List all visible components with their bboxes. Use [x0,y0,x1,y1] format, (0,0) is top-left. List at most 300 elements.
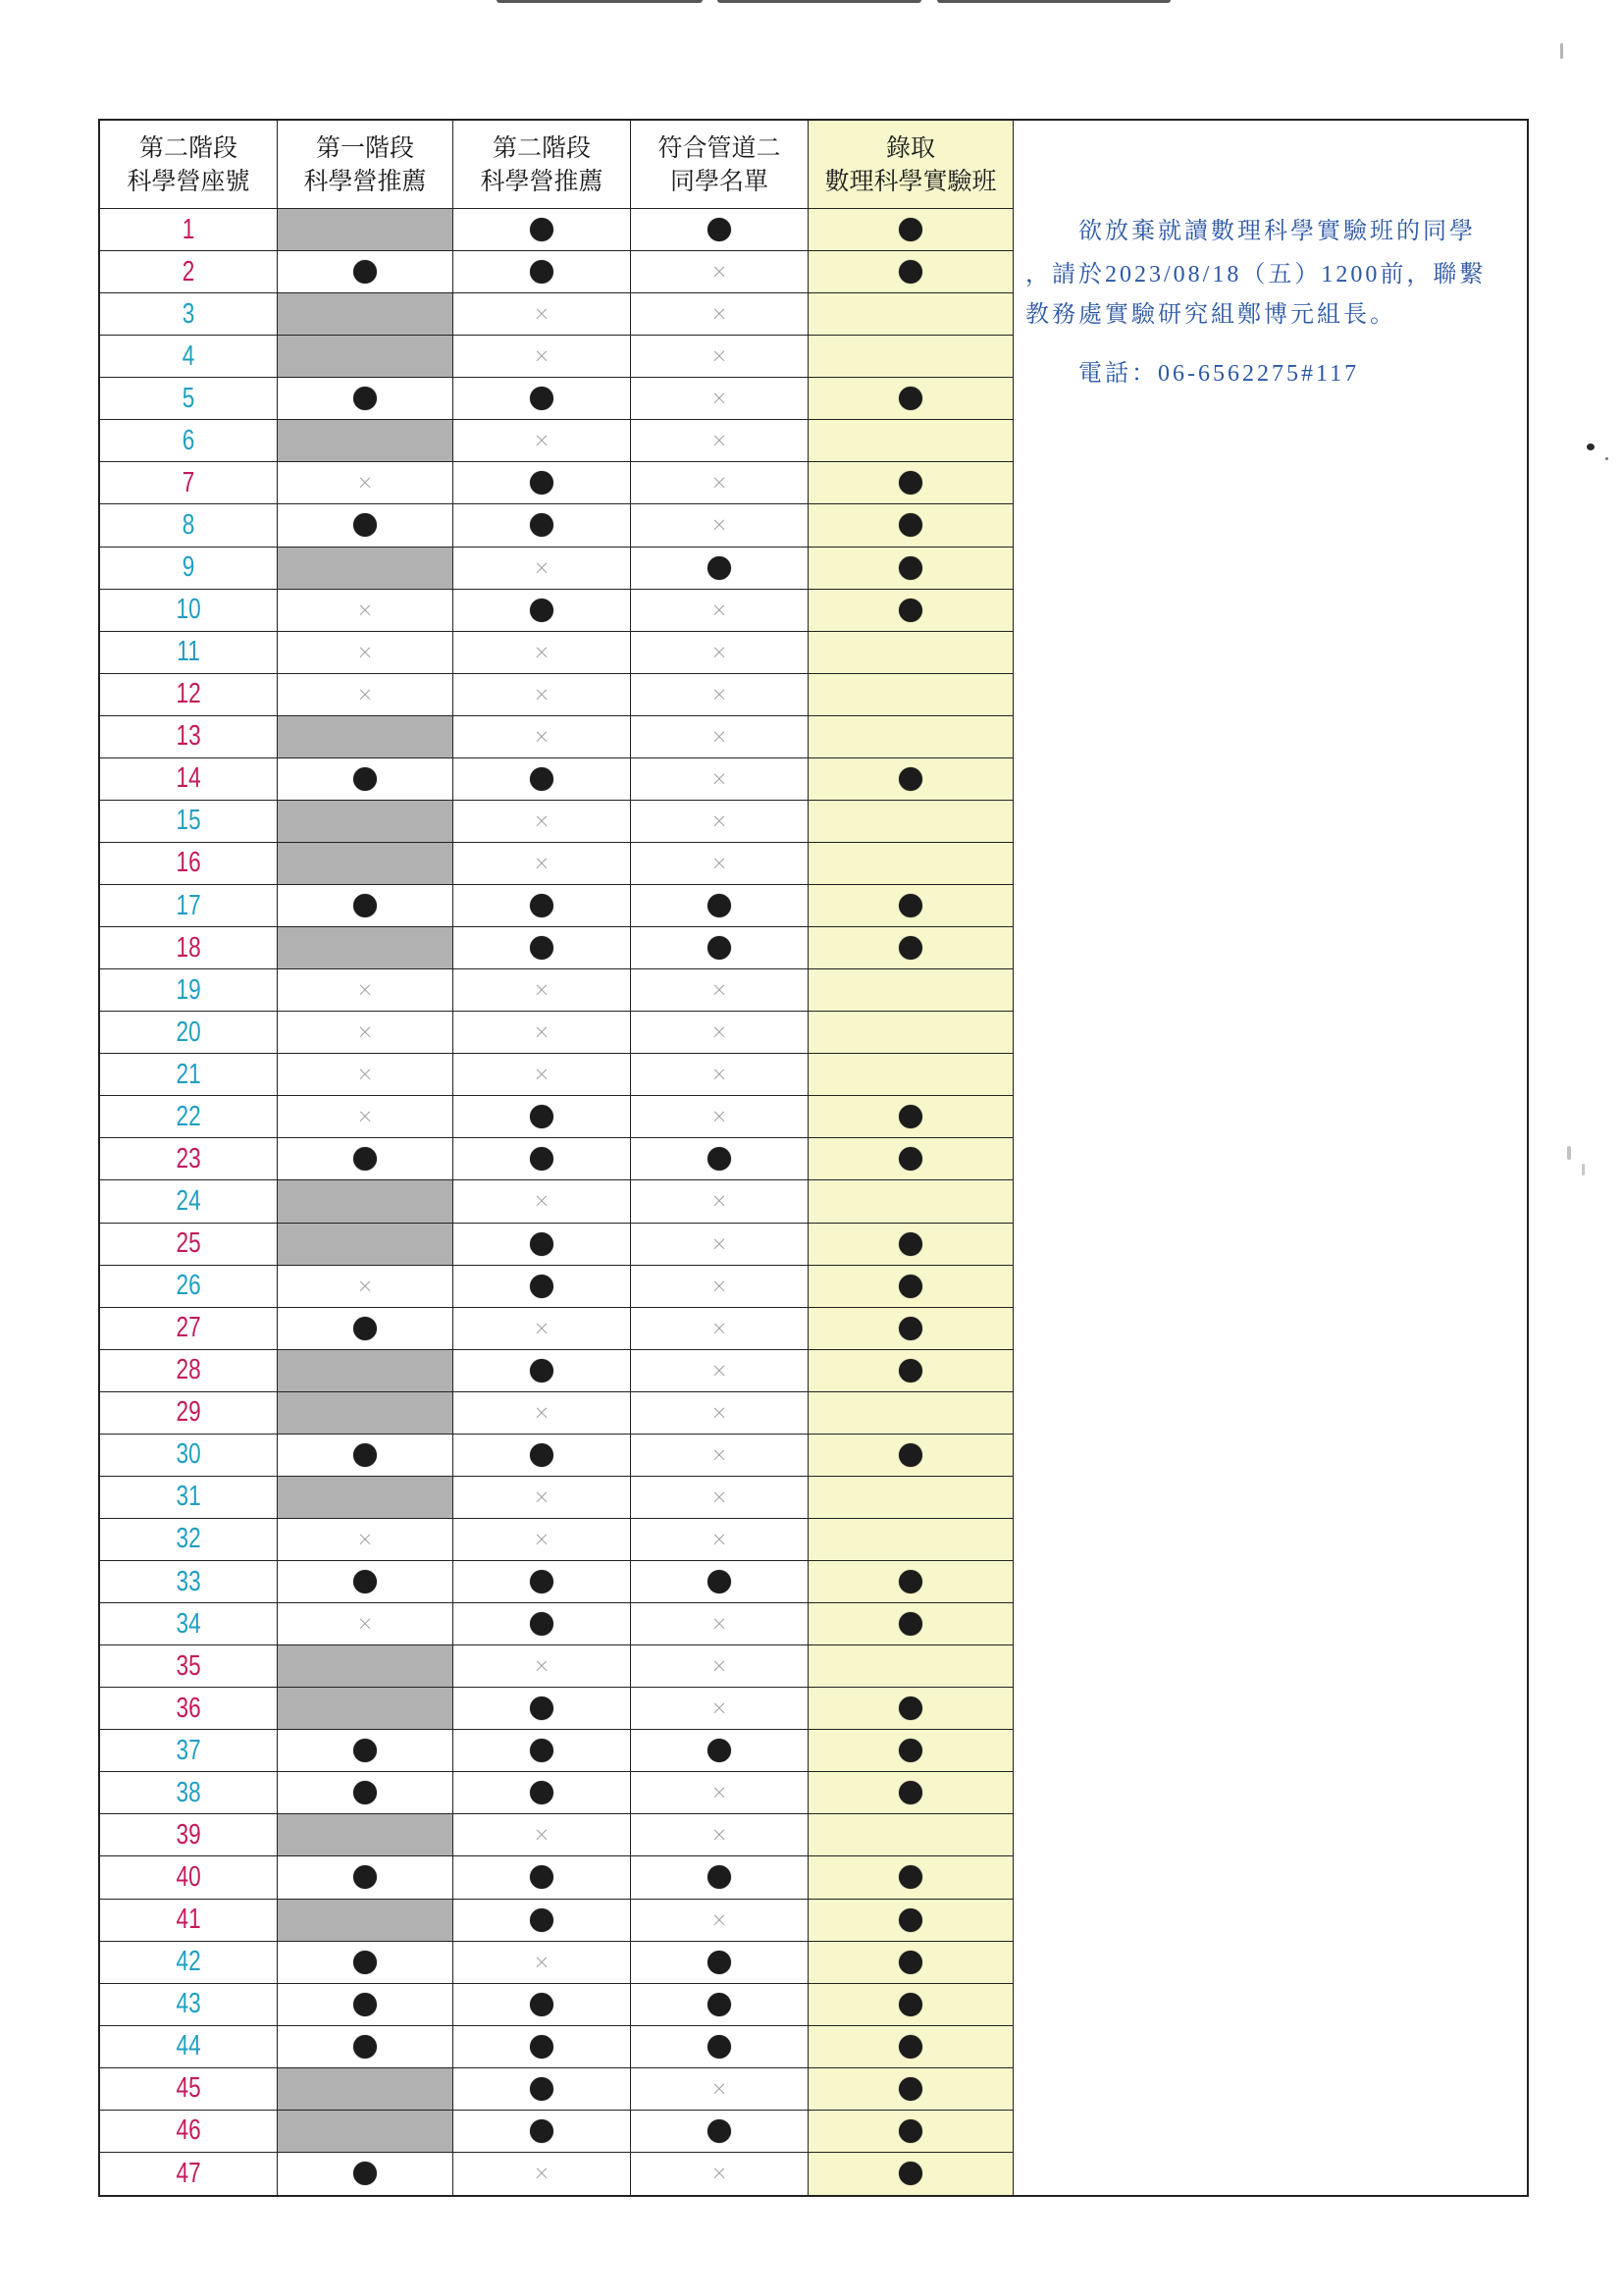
header-stage2-recommendation [453,121,631,209]
dot-icon [707,218,731,241]
notice-panel [1014,121,1527,2195]
stage2-recommendation-cell [453,1688,631,1730]
seat-number: 40 [176,1860,201,1893]
stage1-recommendation-cell [278,885,453,927]
table-row [100,420,1014,462]
seat-number: 12 [176,678,201,710]
admission-cell [809,2026,1014,2068]
seat-number: 26 [176,1270,201,1302]
stage2-recommendation-cell [453,548,631,590]
seat-number-cell [100,801,278,843]
seat-number: 28 [176,1354,201,1386]
seat-number: 22 [176,1100,201,1132]
cross-icon [536,647,548,658]
channel2-list-cell [631,1350,809,1392]
dot-icon [353,513,377,537]
dot-icon [530,1443,553,1467]
dot-icon [899,1696,922,1720]
admission-cell [809,462,1014,504]
dot-icon [707,2119,731,2143]
table-row [100,1054,1014,1096]
dot-icon [899,1570,922,1593]
dot-icon [707,556,731,580]
stage1-recommendation-cell [278,378,453,420]
admission-cell [809,1096,1014,1138]
channel2-list-cell [631,885,809,927]
stage2-recommendation-cell [453,1900,631,1942]
stage2-recommendation-cell [453,1942,631,1984]
seat-number-cell [100,1054,278,1096]
stage2-recommendation-cell [453,2068,631,2111]
admission-cell [809,1603,1014,1645]
dot-icon [353,767,377,791]
seat-number-cell [100,209,278,251]
channel2-list-cell [631,2153,809,2195]
seat-number: 16 [176,847,201,879]
scan-speck [1605,457,1608,460]
seat-number: 4 [182,339,195,372]
seat-number: 44 [176,2030,201,2062]
table-header [100,121,1014,209]
stage1-recommendation-cell [278,420,453,462]
dot-icon [353,387,377,410]
stage1-recommendation-cell [278,1519,453,1561]
dot-icon [899,1739,922,1762]
stage2-recommendation-cell [453,293,631,336]
notice-text: 欲放棄就讀數理科學實驗班的同學 [1078,219,1476,244]
seat-number-cell [100,843,278,885]
cross-icon [713,1238,725,1250]
cross-icon [536,815,548,827]
dot-icon [530,936,553,960]
cross-icon [713,350,725,362]
table-row [100,462,1014,504]
stage1-recommendation-cell [278,1477,453,1519]
stage1-recommendation-cell [278,1772,453,1814]
seat-number-cell [100,1603,278,1645]
seat-number: 15 [176,805,201,837]
table-row [100,2153,1014,2195]
channel2-list-cell [631,716,809,758]
stage2-recommendation-cell [453,1266,631,1308]
seat-number-cell [100,1350,278,1392]
channel2-list-cell [631,378,809,420]
stage2-recommendation-cell [453,885,631,927]
cross-icon [713,477,725,489]
admission-cell [809,1350,1014,1392]
channel2-list-cell [631,758,809,801]
stage2-recommendation-cell [453,420,631,462]
admission-cell [809,504,1014,547]
dot-icon [353,894,377,917]
dot-icon [530,387,553,410]
seat-number: 45 [176,2072,201,2105]
channel2-list-cell [631,632,809,674]
channel2-list-cell [631,293,809,336]
table-row [100,548,1014,590]
dot-icon [899,2162,922,2185]
cross-icon [536,435,548,446]
dot-icon [530,1781,553,1804]
seat-number-cell [100,632,278,674]
dot-icon [707,1570,731,1593]
seat-number-cell [100,1308,278,1350]
channel2-list-cell [631,420,809,462]
seat-number-cell [100,1012,278,1054]
cross-icon [536,1491,548,1503]
cross-icon [359,647,371,658]
channel2-list-cell [631,1477,809,1519]
dot-icon [530,1232,553,1256]
table-row [100,1856,1014,1899]
seat-number: 31 [176,1481,201,1513]
stage1-recommendation-cell [278,1350,453,1392]
seat-number: 25 [176,1227,201,1260]
admission-cell [809,1392,1014,1435]
dot-icon [899,2035,922,2059]
dot-icon [899,260,922,284]
notice-text: 教務處實驗研究組鄭博元組長。 [1025,302,1396,328]
dot-icon [530,1739,553,1762]
seat-number-cell [100,1645,278,1688]
channel2-list-cell [631,504,809,547]
admission-cell [809,632,1014,674]
seat-number-cell [100,336,278,378]
seat-number-cell [100,1942,278,1984]
channel2-list-cell [631,1688,809,1730]
admission-cell [809,969,1014,1012]
stage1-recommendation-cell [278,1984,453,2026]
channel2-list-cell [631,674,809,716]
seat-number: 1 [182,213,195,245]
stage2-recommendation-cell [453,251,631,293]
table-row [100,1984,1014,2026]
seat-number: 2 [182,255,195,287]
admission-cell [809,1814,1014,1856]
stage2-recommendation-cell [453,1984,631,2026]
cross-icon [536,731,548,743]
dot-icon [530,1570,553,1593]
cross-icon [536,2167,548,2179]
seat-number-cell [100,1772,278,1814]
cross-icon [713,1195,725,1207]
stage2-recommendation-cell [453,504,631,547]
seat-number-cell [100,1900,278,1942]
seat-number: 24 [176,1184,201,1217]
stage1-recommendation-cell [278,462,453,504]
stage1-recommendation-cell [278,1688,453,1730]
seat-number-cell [100,716,278,758]
channel2-list-cell [631,462,809,504]
admission-cell [809,2068,1014,2111]
admission-cell [809,1856,1014,1899]
scan-speck [1567,1146,1571,1160]
dot-icon [899,471,922,495]
seat-number: 17 [176,889,201,921]
stage1-recommendation-cell [278,632,453,674]
channel2-list-cell [631,2026,809,2068]
channel2-list-cell [631,1054,809,1096]
dot-icon [530,599,553,622]
header-line: 第二階段 [138,133,237,162]
scan-edge-mark [937,0,1171,3]
cross-icon [536,689,548,701]
admission-cell [809,1138,1014,1180]
dot-icon [530,260,553,284]
cross-icon [713,1449,725,1461]
table-row [100,969,1014,1012]
admission-table-sheet [98,119,1529,2197]
stage2-recommendation-cell [453,1012,631,1054]
cross-icon [713,1829,725,1841]
admission-cell [809,1984,1014,2026]
seat-number-cell [100,885,278,927]
seat-number: 32 [176,1523,201,1555]
table-row [100,632,1014,674]
cross-icon [713,773,725,785]
stage1-recommendation-cell [278,1730,453,1772]
stage1-recommendation-cell [278,2153,453,2195]
admission-cell [809,336,1014,378]
seat-number-cell [100,1856,278,1899]
stage1-recommendation-cell [278,590,453,632]
table-row [100,716,1014,758]
channel2-list-cell [631,1224,809,1266]
stage1-recommendation-cell [278,969,453,1012]
cross-icon [713,2167,725,2179]
cross-icon [536,1829,548,1841]
admission-cell [809,1054,1014,1096]
cross-icon [713,984,725,996]
dot-icon [899,1908,922,1932]
seat-number-cell [100,1138,278,1180]
channel2-list-cell [631,1984,809,2026]
stage2-recommendation-cell [453,969,631,1012]
dot-icon [353,1739,377,1762]
seat-number-cell [100,1180,278,1223]
stage2-recommendation-cell [453,1730,631,1772]
dot-icon [530,471,553,495]
channel2-list-cell [631,548,809,590]
seat-number: 36 [176,1692,201,1724]
seat-number: 29 [176,1396,201,1429]
admission-cell [809,1012,1014,1054]
stage1-recommendation-cell [278,293,453,336]
cross-icon [713,1280,725,1292]
dot-icon [707,2035,731,2059]
dot-icon [707,1993,731,2016]
table-row [100,504,1014,547]
cross-icon [536,350,548,362]
table-row [100,251,1014,293]
dot-icon [530,1612,553,1636]
stage1-recommendation-cell [278,2026,453,2068]
stage2-recommendation-cell [453,336,631,378]
header-seat-number [100,121,278,209]
admission-cell [809,1308,1014,1350]
seat-number: 38 [176,1776,201,1808]
table-row [100,1561,1014,1603]
seat-number-cell [100,1730,278,1772]
dot-icon [530,1359,553,1383]
stage2-recommendation-cell [453,1772,631,1814]
dot-icon [353,1147,377,1171]
stage1-recommendation-cell [278,674,453,716]
cross-icon [713,647,725,658]
cross-icon [536,1407,548,1419]
stage2-recommendation-cell [453,2026,631,2068]
admission-cell [809,801,1014,843]
table-body [100,209,1014,2195]
table-row [100,1435,1014,1477]
dot-icon [707,1739,731,1762]
dot-icon [899,1993,922,2016]
channel2-list-cell [631,1012,809,1054]
admission-cell [809,1477,1014,1519]
seat-number: 11 [177,636,200,668]
dot-icon [353,1865,377,1889]
stage1-recommendation-cell [278,1942,453,1984]
stage2-recommendation-cell [453,462,631,504]
seat-number-cell [100,1561,278,1603]
dot-icon [707,1865,731,1889]
seat-number-cell [100,1266,278,1308]
admission-cell [809,1435,1014,1477]
dot-icon [899,1359,922,1383]
seat-number: 14 [176,762,201,795]
seat-number-cell [100,674,278,716]
scan-edge-mark [717,0,921,3]
table-row [100,2068,1014,2111]
stage2-recommendation-cell [453,2111,631,2153]
channel2-list-cell [631,1814,809,1856]
dot-icon [899,936,922,960]
seat-number: 39 [176,1818,201,1851]
channel2-list-cell [631,1561,809,1603]
seat-number: 9 [182,551,195,584]
seat-number-cell [100,420,278,462]
cross-icon [713,1407,725,1419]
table-row [100,336,1014,378]
cross-icon [359,984,371,996]
cross-icon [536,1069,548,1080]
cross-icon [713,435,725,446]
header-line: 符合管道二 [657,133,781,162]
stage1-recommendation-cell [278,843,453,885]
dot-icon [353,1951,377,1974]
channel2-list-cell [631,209,809,251]
stage2-recommendation-cell [453,801,631,843]
header-line: 第一階段 [315,133,414,162]
cross-icon [713,1618,725,1630]
admission-cell [809,590,1014,632]
cross-icon [359,1534,371,1545]
cross-icon [713,1365,725,1377]
dot-icon [899,1232,922,1256]
channel2-list-cell [631,2111,809,2153]
admission-cell [809,1266,1014,1308]
seat-number: 42 [176,1946,201,1978]
stage2-recommendation-cell [453,1350,631,1392]
header-line: 同學名單 [669,167,768,195]
dot-icon [899,1105,922,1128]
stage1-recommendation-cell [278,336,453,378]
table-row [100,801,1014,843]
stage2-recommendation-cell [453,1814,631,1856]
table-row [100,843,1014,885]
dot-icon [899,1781,922,1804]
table-row [100,2026,1014,2068]
cross-icon [359,1280,371,1292]
cross-icon [713,689,725,701]
seat-number-cell [100,1519,278,1561]
seat-number-cell [100,2026,278,2068]
admission-cell [809,758,1014,801]
stage1-recommendation-cell [278,1180,453,1223]
seat-number-cell [100,548,278,590]
header-line: 科學營推薦 [303,167,427,195]
admission-cell [809,1772,1014,1814]
dot-icon [530,1275,553,1298]
seat-number-cell [100,758,278,801]
header-line: 科學營座號 [127,167,250,195]
cross-icon [359,1111,371,1122]
stage2-recommendation-cell [453,1645,631,1688]
stage1-recommendation-cell [278,2111,453,2153]
dot-icon [530,2035,553,2059]
dot-icon [530,1696,553,1720]
channel2-list-cell [631,801,809,843]
channel2-list-cell [631,1772,809,1814]
cross-icon [536,1323,548,1334]
dot-icon [530,1105,553,1128]
seat-number-cell [100,927,278,969]
seat-number: 6 [182,424,195,456]
seat-number-cell [100,2153,278,2195]
table-row [100,1350,1014,1392]
channel2-list-cell [631,969,809,1012]
seat-number-cell [100,1435,278,1477]
cross-icon [713,1660,725,1672]
cross-icon [359,1026,371,1038]
stage2-recommendation-cell [453,1603,631,1645]
cross-icon [713,1069,725,1080]
channel2-list-cell [631,843,809,885]
seat-number-cell [100,2111,278,2153]
dot-icon [353,2162,377,2185]
cross-icon [536,1195,548,1207]
admission-cell [809,1180,1014,1223]
cross-icon [713,2083,725,2095]
seat-number-cell [100,969,278,1012]
channel2-list-cell [631,251,809,293]
dot-icon [530,218,553,241]
cross-icon [713,1491,725,1503]
channel2-list-cell [631,336,809,378]
cross-icon [713,858,725,869]
admission-cell [809,1730,1014,1772]
channel2-list-cell [631,927,809,969]
dot-icon [707,936,731,960]
seat-number: 8 [182,508,195,541]
header-line: 數理科學實驗班 [824,167,997,195]
seat-number: 34 [176,1607,201,1640]
stage1-recommendation-cell [278,1308,453,1350]
stage1-recommendation-cell [278,1096,453,1138]
seat-number: 10 [176,594,201,626]
channel2-list-cell [631,1856,809,1899]
dot-icon [899,1443,922,1467]
